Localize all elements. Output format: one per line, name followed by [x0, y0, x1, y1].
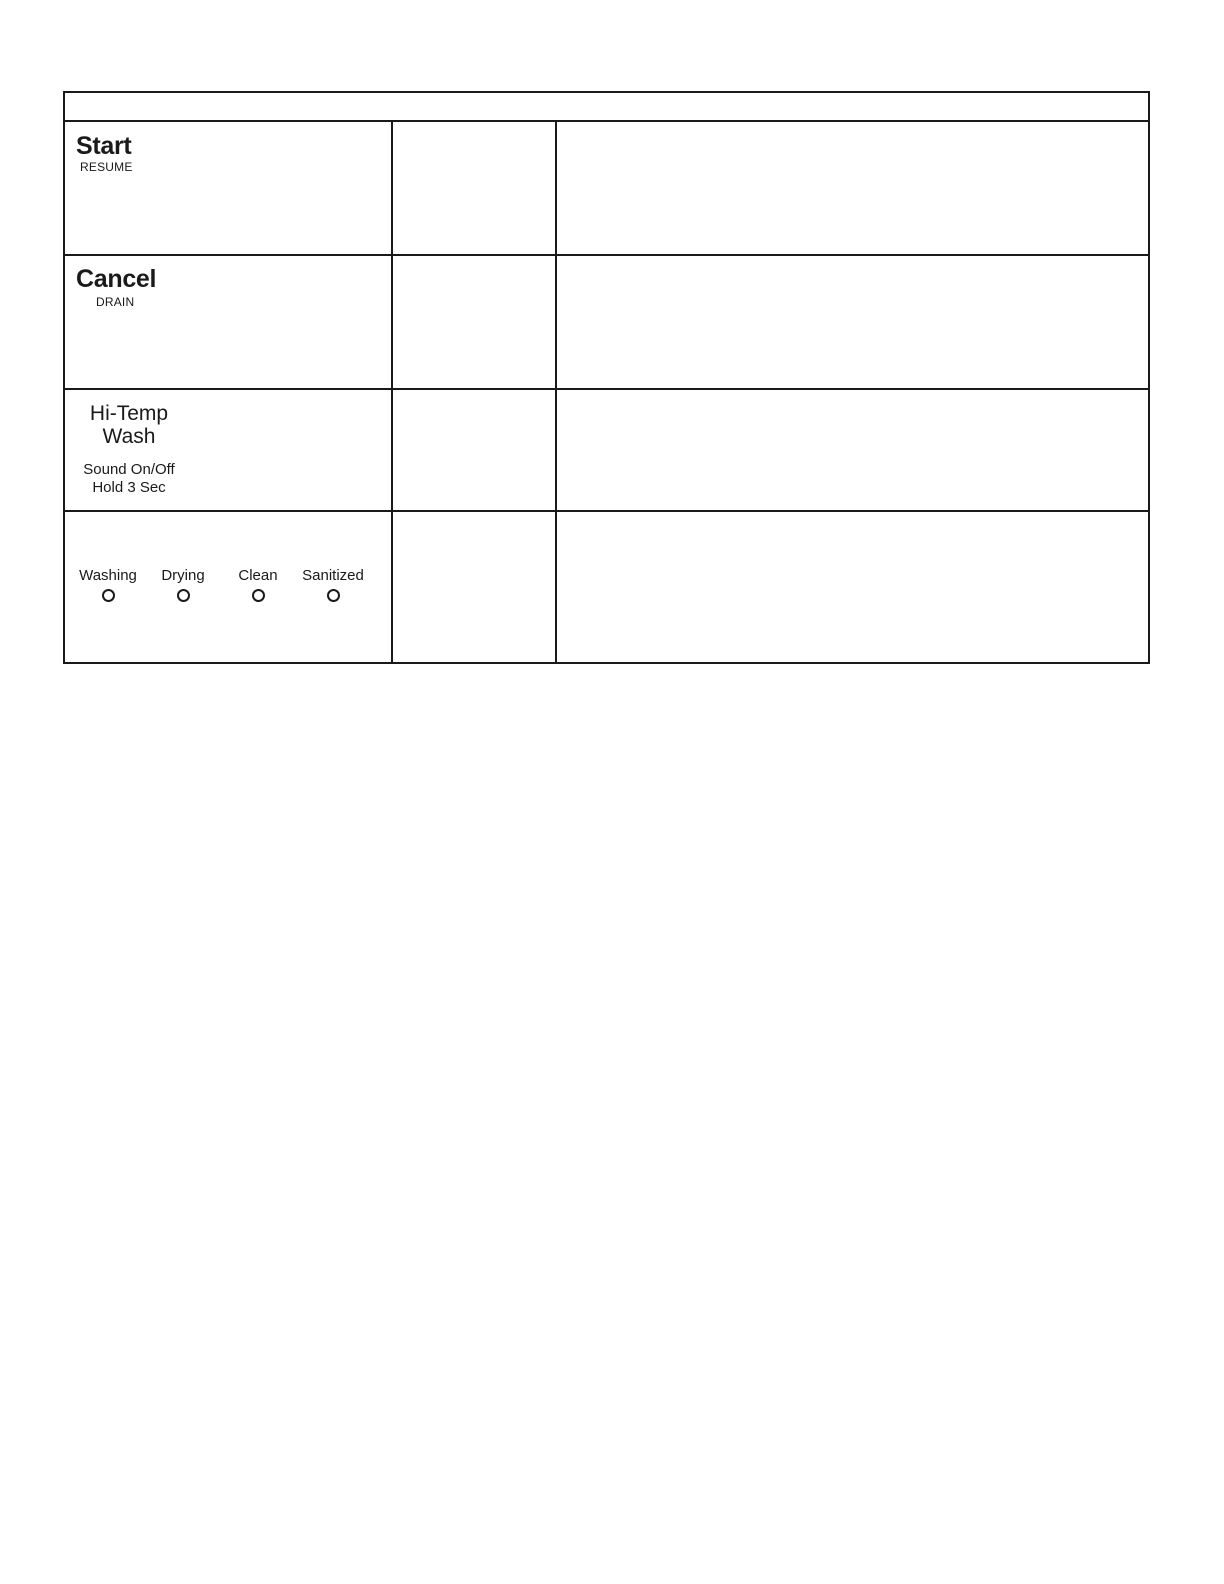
drying-indicator [143, 567, 223, 602]
hi-temp-control-cell [65, 390, 393, 510]
start-middle-cell [393, 122, 557, 254]
clean-indicator-label: Clean [238, 567, 278, 584]
sanitized-indicator-label: Sanitized [302, 567, 364, 584]
sanitized-indicator [293, 567, 373, 602]
washing-light-icon [102, 589, 115, 602]
clean-indicator [218, 567, 298, 602]
sound-on-off-label [75, 461, 183, 497]
start-description-cell [557, 122, 1148, 254]
washing-indicator [68, 567, 148, 602]
table-row-hi-temp-wash [65, 390, 1148, 512]
sanitized-light-icon [327, 589, 340, 602]
hi-temp-label-line2: Wash [102, 425, 156, 448]
washing-indicator-label: Washing [79, 567, 137, 584]
drying-light-icon [177, 589, 190, 602]
drying-indicator-label: Drying [161, 567, 205, 584]
table-row-start [65, 122, 1148, 256]
table-row-cancel [65, 256, 1148, 390]
status-middle-cell [393, 512, 557, 662]
clean-light-icon [252, 589, 265, 602]
status-description-cell [557, 512, 1148, 662]
resume-sub-label: RESUME [80, 160, 133, 174]
hi-temp-wash-label [75, 402, 183, 448]
table-header-row [65, 93, 1148, 122]
table-row-status-indicators [65, 512, 1148, 662]
hi-temp-middle-cell [393, 390, 557, 510]
hi-temp-description-cell [557, 390, 1148, 510]
cancel-middle-cell [393, 256, 557, 388]
status-indicators-cell [65, 512, 393, 662]
start-button-label: Start [76, 132, 132, 160]
cancel-button-label: Cancel [76, 265, 157, 293]
cancel-control-cell [65, 256, 393, 388]
cancel-description-cell [557, 256, 1148, 388]
sound-label-line2: Hold 3 Sec [92, 479, 166, 496]
hi-temp-label-line1: Hi-Temp [89, 402, 169, 425]
start-control-cell [65, 122, 393, 254]
sound-label-line1: Sound On/Off [83, 461, 175, 478]
control-panel-table [63, 91, 1150, 664]
drain-sub-label: DRAIN [96, 295, 135, 309]
